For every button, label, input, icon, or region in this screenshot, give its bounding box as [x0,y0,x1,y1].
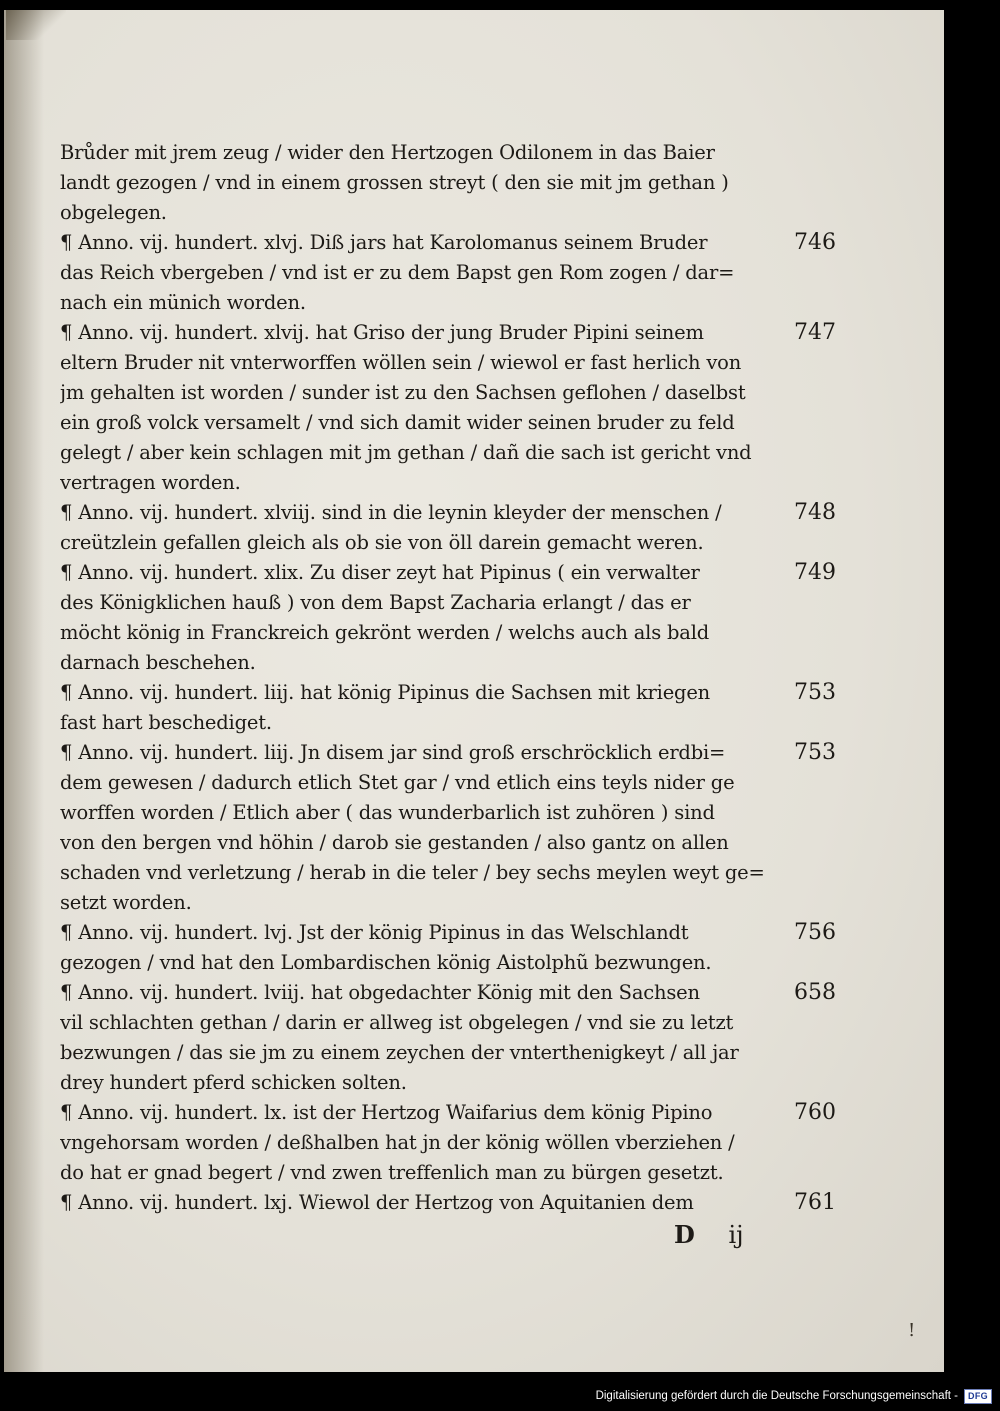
text-line: Brůder mit jrem zeug / wider den Hertzogen Odilonem in das Baier [60,141,715,164]
margin-year-number: 761 [794,1190,836,1215]
page-corner-stain [6,10,66,40]
text-line: jm gehalten ist worden / sunder ist zu den Sachsen geflohen / daselbst [60,381,746,404]
signature-letter: D [674,1220,695,1249]
digitization-footer [596,1385,992,1407]
margin-year-number: 658 [794,980,836,1005]
text-line: ¶ Anno. vij. hundert. lvj. Jst der könig Pipinus in das Welschlandt [60,921,689,944]
text-line: ¶ Anno. vij. hundert. xlvij. hat Griso der jung Bruder Pipini seinem [60,321,704,344]
page-gutter-shadow [4,10,44,1372]
text-line: obgelegen. [60,201,167,224]
text-line: ¶ Anno. vij. hundert. xlvj. Diß jars hat Karolomanus seinem Bruder [60,231,708,254]
text-line: landt gezogen / vnd in einem grossen streyt ( den sie mit jm gethan ) [60,171,729,194]
text-line: drey hundert pferd schicken solten. [60,1071,407,1094]
text-line: von den bergen vnd höhin / darob sie gestanden / also gantz on allen [60,831,729,854]
text-line: ¶ Anno. vij. hundert. lviij. hat obgedachter König mit den Sachsen [60,981,700,1004]
page-text-block [60,138,800,1218]
footer-credit-text: Digitalisierung gefördert durch die Deutsche Forschungsgemeinschaft - [595,1390,958,1402]
text-line: möcht könig in Franckreich gekrönt werden / welchs auch als bald [60,621,710,644]
page-corner-mark: ! [908,1320,916,1341]
text-line: ¶ Anno. vij. hundert. lx. ist der Hertzog Waifarius dem könig Pipino [60,1101,713,1124]
text-line: vngehorsam worden / deßhalben hat jn der könig wöllen vberziehen / [60,1131,735,1154]
text-line: worffen worden / Etlich aber ( das wunderbarlich ist zuhören ) sind [60,801,715,824]
text-line: darnach beschehen. [60,651,256,674]
text-line: bezwungen / das sie jm zu einem zeychen der vnterthenigkeyt / all jar [60,1041,739,1064]
text-line: des Königklichen hauß ) von dem Bapst Zacharia erlangt / das er [60,591,691,614]
text-line: creützlein gefallen gleich als ob sie von öll darein gemacht weren. [60,531,704,554]
text-line: ¶ Anno. vij. hundert. liij. hat könig Pipinus die Sachsen mit kriegen [60,681,711,704]
book-page [4,10,944,1372]
margin-year-number: 753 [794,740,836,765]
text-line: nach ein münich worden. [60,291,306,314]
text-line: eltern Bruder nit vnterworffen wöllen sein / wiewol er fast herlich von [60,351,742,374]
text-line: gezogen / vnd hat den Lombardischen könig Aistolphũ bezwungen. [60,951,712,974]
text-line: das Reich vbergeben / vnd ist er zu dem Bapst gen Rom zogen / dar= [60,261,735,284]
margin-year-number: 760 [794,1100,836,1125]
margin-year-number: 746 [794,230,836,255]
margin-year-number: 756 [794,920,836,945]
text-line: ¶ Anno. vij. hundert. xlix. Zu diser zeyt hat Pipinus ( ein verwalter [60,561,700,584]
signature-mark [674,1220,744,1249]
margin-year-number: 753 [794,680,836,705]
text-line: setzt worden. [60,891,192,914]
text-line: ¶ Anno. vij. hundert. liij. Jn disem jar sind groß erschröcklich erdbi= [60,741,726,764]
text-line: do hat er gnad begert / vnd zwen treffenlich man zu bürgen gesetzt. [60,1161,724,1184]
signature-numeral: ij [728,1221,744,1249]
text-line: ¶ Anno. vij. hundert. xlviij. sind in die leynin kleyder der menschen / [60,501,722,524]
text-line: gelegt / aber kein schlagen mit jm gethan / dañ die sach ist gericht vnd [60,441,752,464]
margin-year-number: 748 [794,500,836,525]
text-line: vertragen worden. [60,471,241,494]
text-line: ein groß volck versamelt / vnd sich damit wider seinen bruder zu feld [60,411,735,434]
text-line: fast hart beschediget. [60,711,272,734]
text-line: dem gewesen / dadurch etlich Stet gar / vnd etlich eins teyls nider ge [60,771,735,794]
text-line: schaden vnd verletzung / herab in die teler / bey sechs meylen weyt ge= [60,861,765,884]
text-line: vil schlachten gethan / darin er allweg ist obgelegen / vnd sie zu letzt [60,1011,734,1034]
dfg-logo-icon: DFG [964,1389,992,1404]
margin-year-number: 747 [794,320,836,345]
margin-year-number: 749 [794,560,836,585]
text-line: ¶ Anno. vij. hundert. lxj. Wiewol der Hertzog von Aquitanien dem [60,1191,694,1214]
